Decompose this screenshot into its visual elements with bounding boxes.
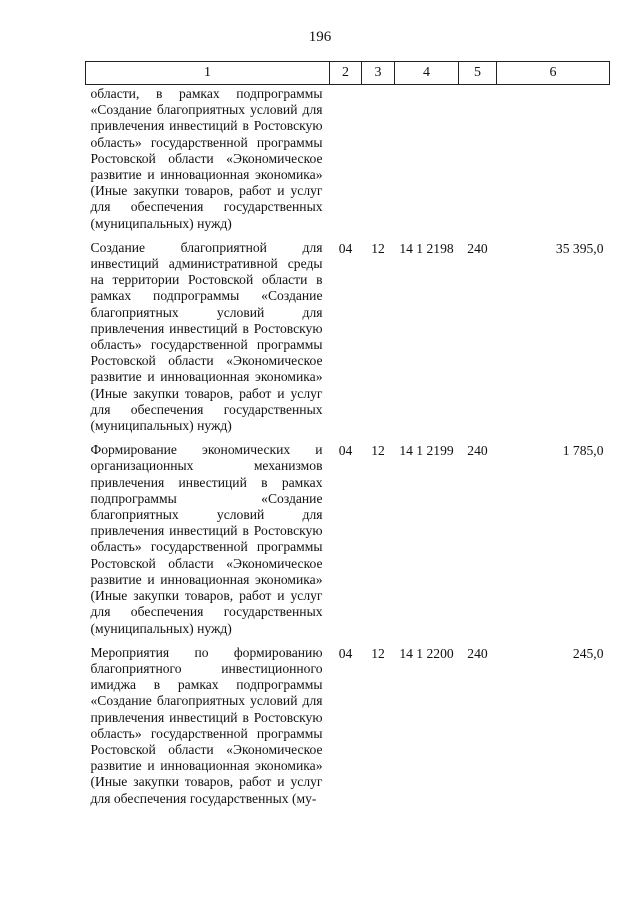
row-description: Создание благоприятной для инвестиций административной среды на территории Ростовской области в рамках подпрограммы «Создание благоприятных условий для привлечения инвестиций в Ростовскую область» государственной программы Ростовской области «Экономическое развитие и инновационная экономика» (Иные закупки товаров, работ и услуг для обеспечения государственных (муниципальных) нужд): [90, 239, 323, 434]
row-target-article: [395, 85, 459, 240]
row-section: 04: [338, 443, 353, 459]
row-amount: 1 785,0: [562, 443, 604, 459]
row-description: Формирование экономических и организационных механизмов привлечения инвестиций в рамках подпрограммы «Создание благоприятных условий для привлечения инвестиций в Ростовскую область» государственной программы Ростовской области «Экономическое развитие и инновационная экономика» (Иные закупки товаров, работ и услуг для обеспечения государственных (муниципальных) нужд): [90, 442, 323, 636]
header-col-3: 3: [362, 62, 395, 85]
row-expense-type: [459, 85, 497, 240]
row-subsection: 12: [371, 240, 385, 256]
header-row: [86, 62, 610, 85]
row-expense-type: 240: [467, 240, 488, 256]
page-number: 196: [308, 29, 332, 45]
table-row: [86, 442, 610, 644]
table-row: [86, 645, 610, 815]
row-section: 04: [338, 645, 353, 661]
row-target-article: 14 1 2200: [399, 645, 454, 661]
table-row: [86, 240, 610, 442]
row-section: [330, 85, 362, 240]
row-subsection: 12: [371, 645, 385, 661]
header-col-6: 6: [497, 62, 610, 85]
row-expense-type: 240: [467, 443, 488, 459]
table-row: [86, 85, 610, 240]
row-amount: 35 395,0: [555, 240, 604, 256]
budget-table: [85, 61, 610, 815]
row-subsection: [362, 85, 395, 240]
table-header: [86, 62, 610, 85]
row-target-article: 14 1 2198: [399, 240, 454, 256]
row-description: области, в рамках подпрограммы «Создание благоприятных условий для привлечения инвестиций в Ростовскую область» государственной программы Ростовской области «Экономическое развитие и инновационная экономика» (Иные закупки товаров, работ и услуг для обеспечения государственных (муниципальных) нужд): [90, 86, 323, 231]
row-subsection: 12: [371, 443, 385, 459]
row-section: 04: [338, 240, 353, 256]
row-description: Мероприятия по формированию благоприятного инвестиционного имиджа в рамках подпрограммы «Создание благоприятных условий для привлечения инвестиций в Ростовскую область» государственной программы Ростовской области «Экономическое развитие и инновационная экономика» (Иные закупки товаров, работ и услуг для обеспечения государственных (му-: [90, 644, 323, 806]
row-amount: [497, 85, 610, 240]
row-amount: 245,0: [572, 645, 604, 661]
header-col-1: 1: [86, 62, 330, 85]
row-target-article: 14 1 2199: [399, 443, 454, 459]
table-body: [86, 85, 610, 815]
header-col-5: 5: [459, 62, 497, 85]
header-col-4: 4: [395, 62, 459, 85]
row-expense-type: 240: [467, 645, 488, 661]
header-col-2: 2: [330, 62, 362, 85]
